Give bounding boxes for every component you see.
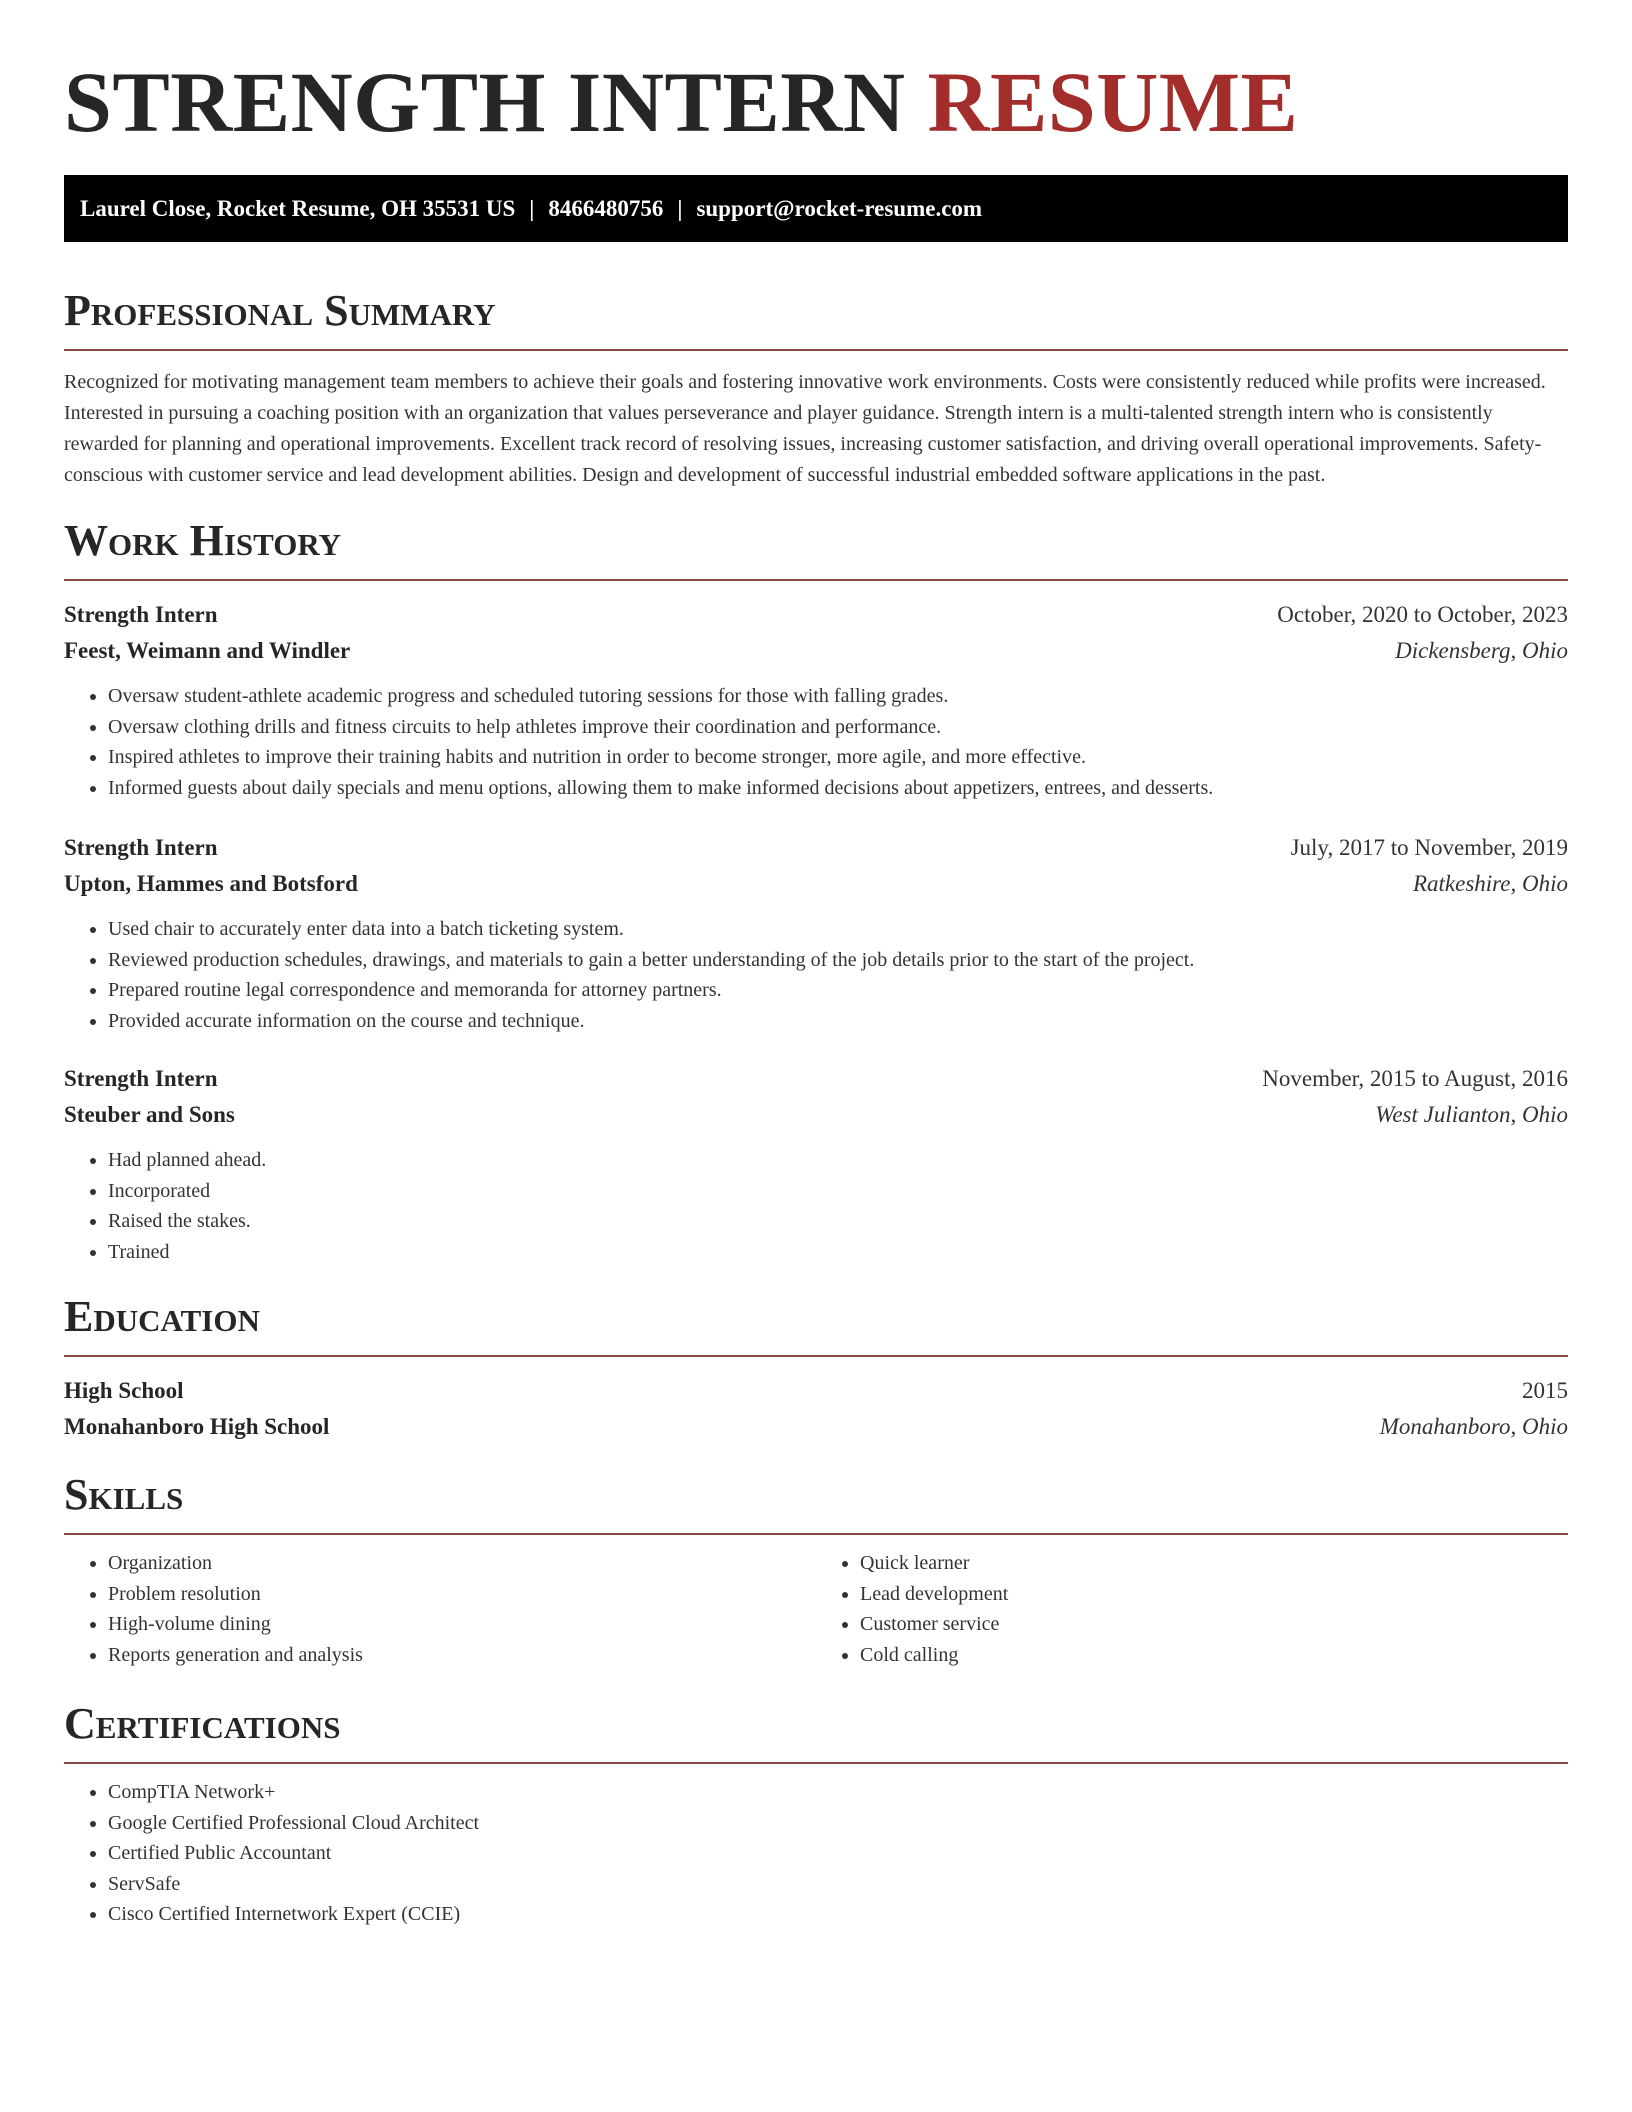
education-entry [64,1373,1568,1445]
list-item: • Google Certified Professional Cloud Architect [108,1808,1568,1839]
list-item: • Customer service [860,1609,1568,1640]
list-item: • Provided accurate information on the course and technique. [108,1006,1568,1037]
education-school-row [64,1409,1568,1445]
list-item: • Used chair to accurately enter data into a batch ticketing system. [108,914,1568,945]
section-divider [64,349,1568,351]
summary-heading: Professional Summary [64,286,496,335]
contact-address: Laurel Close, Rocket Resume, OH 35531 US [80,196,516,221]
job-company: Steuber and Sons [64,1102,235,1127]
job-header [64,830,1568,866]
job-company: Upton, Hammes and Botsford [64,871,358,896]
work-history-heading: Work History [64,516,342,565]
job-dates: July, 2017 to November, 2019 [1290,835,1568,860]
skills-columns [64,1548,1568,1670]
list-item: • High-volume dining [108,1609,816,1640]
list-item: • Lead development [860,1579,1568,1610]
list-item: • Cisco Certified Internetwork Expert (CCIE) [108,1899,1568,1930]
job-location: West Julianton, Ohio [1375,1102,1568,1127]
certifications-heading: Certifications [64,1699,341,1748]
section-divider [64,1533,1568,1535]
job-entry [64,830,1568,1036]
education-location: Monahanboro, Ohio [1379,1414,1568,1439]
contact-email: support@rocket-resume.com [696,196,983,221]
contact-phone: 8466480756 [548,196,664,221]
list-item: • Certified Public Accountant [108,1838,1568,1869]
education-header [64,1373,1568,1409]
job-location: Ratkeshire, Ohio [1412,871,1568,896]
list-item: • ServSafe [108,1869,1568,1900]
job-company-row [64,633,1568,669]
education-year: 2015 [1522,1378,1568,1403]
contact-separator: | [677,196,683,221]
contact-bar [64,175,1568,242]
job-location: Dickensberg, Ohio [1395,638,1568,663]
job-duties [64,1145,1568,1267]
job-header [64,1061,1568,1097]
job-title: Strength Intern [64,835,218,860]
section-divider [64,1355,1568,1357]
list-item: • Quick learner [860,1548,1568,1579]
title-accent: RESUME [927,54,1299,150]
list-item: • Oversaw student-athlete academic progress and scheduled tutoring sessions for those with falling grades. [108,681,1568,712]
list-item: • Had planned ahead. [108,1145,1568,1176]
education-heading: Education [64,1292,260,1341]
list-item: • Reviewed production schedules, drawings, and materials to gain a better understanding of the job details prior to the start of the project. [108,945,1568,976]
list-item: • Oversaw clothing drills and fitness circuits to help athletes improve their coordination and performance. [108,712,1568,743]
section-divider [64,1762,1568,1764]
list-item: • Reports generation and analysis [108,1640,816,1671]
job-header [64,597,1568,633]
skills-list-right [816,1548,1568,1670]
list-item: • Problem resolution [108,1579,816,1610]
list-item: • Inspired athletes to improve their training habits and nutrition in order to become stronger, more agile, and more effective. [108,742,1568,773]
resume-title [64,52,1568,152]
job-company-row [64,1097,1568,1133]
job-duties [64,914,1568,1036]
job-entry [64,597,1568,803]
list-item: • Trained [108,1237,1568,1268]
list-item: • Incorporated [108,1176,1568,1207]
job-dates: October, 2020 to October, 2023 [1277,602,1568,627]
list-item: • Informed guests about daily specials and menu options, allowing them to make informed decisions about appetizers, entrees, and desserts. [108,773,1568,804]
list-item: • Prepared routine legal correspondence and memoranda for attorney partners. [108,975,1568,1006]
list-item: • Raised the stakes. [108,1206,1568,1237]
summary-text: Recognized for motivating management team members to achieve their goals and fostering innovative work environments. Costs were consistently reduced while profits were increased. Interested in pursuing a coaching position with an organization that values perseverance and player guidance. Strength intern is a multi-talented strength intern who is consistently rewarded for planning and operational improvements. Excellent track record of resolving issues, increasing customer satisfaction, and driving overall operational improvements. Safety-conscious with customer service and lead development abilities. Design and development of successful industrial embedded software applications in the past. [64,371,1546,486]
education-degree: High School [64,1378,184,1403]
list-item: • Organization [108,1548,816,1579]
job-title: Strength Intern [64,602,218,627]
job-title: Strength Intern [64,1066,218,1091]
job-company-row [64,866,1568,902]
section-divider [64,579,1568,581]
contact-separator: | [529,196,535,221]
list-item: • Cold calling [860,1640,1568,1671]
skills-list-left [64,1548,816,1670]
certifications-list [64,1777,1568,1930]
title-main: STRENGTH INTERN [64,54,906,150]
job-entry [64,1061,1568,1267]
education-school: Monahanboro High School [64,1414,330,1439]
list-item: • CompTIA Network+ [108,1777,1568,1808]
job-dates: November, 2015 to August, 2016 [1262,1066,1568,1091]
job-company: Feest, Weimann and Windler [64,638,351,663]
job-duties [64,681,1568,803]
skills-heading: Skills [64,1470,184,1519]
